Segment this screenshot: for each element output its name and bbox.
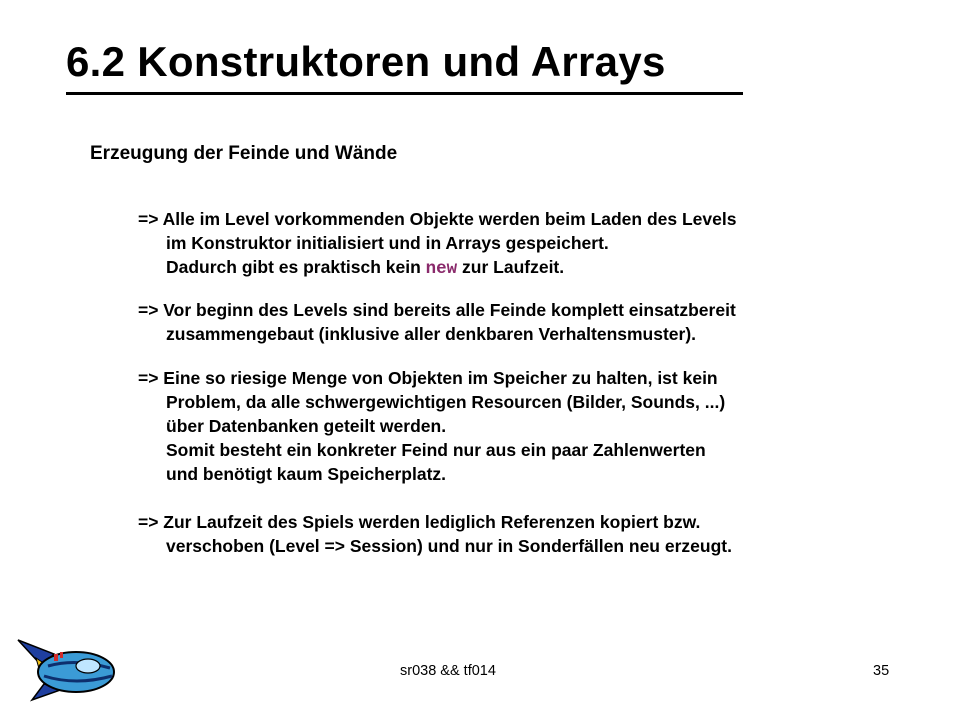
bullet-line: => Alle im Level vorkommenden Objekte werden beim Laden des Levels [138, 209, 737, 229]
bullet-line: => Eine so riesige Menge von Objekten im Speicher zu halten, ist kein [138, 368, 718, 388]
bullet-line: verschoben (Level => Session) und nur in Sonderfällen neu erzeugt. [166, 536, 732, 556]
bullet-line: => Zur Laufzeit des Spiels werden lediglich Referenzen kopiert bzw. [138, 512, 701, 532]
bullet-line: Somit besteht ein konkreter Feind nur aus ein paar Zahlenwerten [166, 440, 706, 460]
bullet-line: und benötigt kaum Speicherplatz. [166, 464, 447, 484]
bullet-1 [138, 207, 736, 281]
bullet-2 [138, 298, 736, 346]
slide-subtitle: Erzeugung der Feinde und Wände [90, 143, 398, 164]
bullet-line: zusammengebaut (inklusive aller denkbaren Verhaltensmuster). [166, 324, 697, 344]
title-underline [66, 92, 743, 95]
bullet-text: Dadurch gibt es praktisch kein [166, 257, 426, 277]
page-number: 35 [873, 663, 890, 679]
footer-authors: sr038 && tf014 [400, 663, 496, 679]
bullet-3 [138, 366, 725, 486]
bullet-line [138, 255, 736, 281]
spaceship-logo-icon [14, 636, 118, 707]
bullet-4 [138, 510, 732, 558]
code-keyword: new [425, 259, 458, 279]
bullet-line: Problem, da alle schwergewichtigen Resourcen (Bilder, Sounds, ...) [166, 392, 726, 412]
bullet-line: über Datenbanken geteilt werden. [166, 416, 447, 436]
slide-title: 6.2 Konstruktoren und Arrays [66, 38, 666, 85]
bullet-line: im Konstruktor initialisiert und in Arrays gespeichert. [166, 233, 609, 253]
bullet-line: => Vor beginn des Levels sind bereits alle Feinde komplett einsatzbereit [138, 300, 736, 320]
bullet-text: zur Laufzeit. [457, 257, 565, 277]
